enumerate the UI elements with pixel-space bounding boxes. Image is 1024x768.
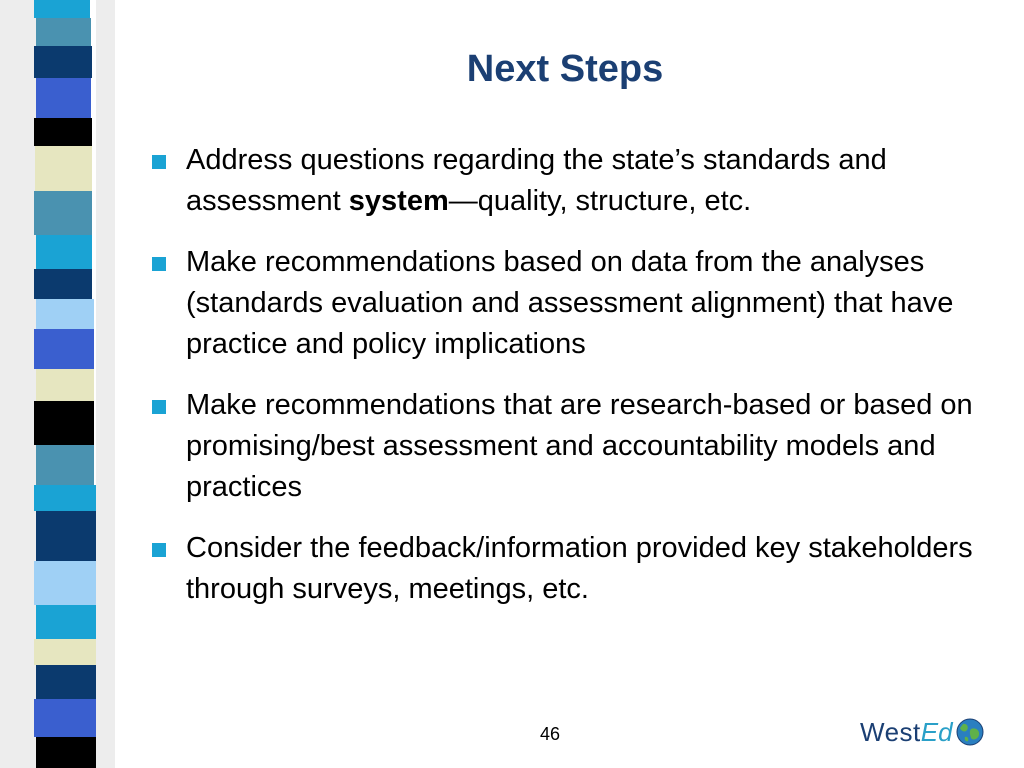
bullet-text: Make recommendations based on data from the analyses (standards evaluation and assessment alignment) that have practice and policy implications xyxy=(186,246,954,360)
decorative-left-strip xyxy=(0,0,115,768)
bold-emphasis: system xyxy=(348,185,449,217)
logo-text-west: West xyxy=(860,716,921,747)
square-bullet-icon xyxy=(152,543,166,557)
square-bullet-icon xyxy=(152,155,166,169)
bullet-item xyxy=(150,385,980,508)
bullet-list xyxy=(150,140,980,630)
square-bullet-icon xyxy=(152,257,166,271)
square-bullet-icon xyxy=(152,400,166,414)
globe-icon xyxy=(955,717,985,747)
bullet-text: Address questions regarding the state’s standards and assessment system—quality, structure, etc. xyxy=(186,144,887,217)
bullet-item xyxy=(150,140,980,222)
logo-text-ed: Ed xyxy=(920,716,953,747)
slide-title: Next Steps xyxy=(466,48,664,90)
bullet-text: Make recommendations that are research-based or based on promising/best assessment and accountability models and practices xyxy=(186,389,973,503)
bullet-text: Consider the feedback/information provided key stakeholders through surveys, meetings, etc. xyxy=(186,532,973,605)
page-number: 46 xyxy=(539,724,561,744)
wested-logo xyxy=(860,714,985,750)
bullet-item xyxy=(150,242,980,365)
bullet-item xyxy=(150,528,980,610)
